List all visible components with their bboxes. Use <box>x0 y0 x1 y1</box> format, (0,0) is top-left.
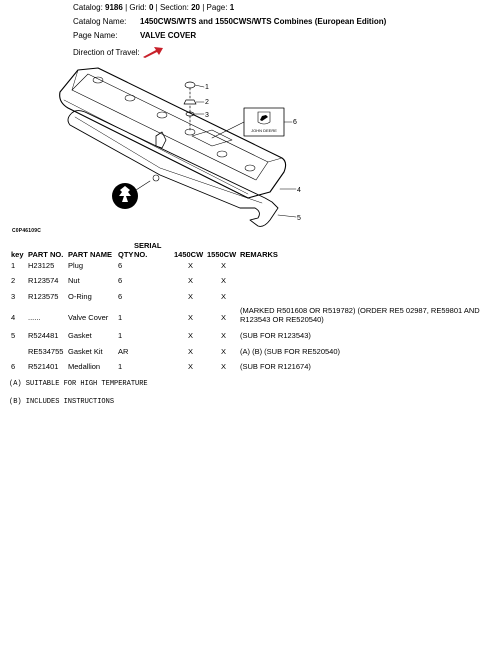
direction-label: Direction of Travel: <box>73 48 140 57</box>
page-name-line <box>73 31 196 41</box>
section-value: 20 <box>191 3 200 12</box>
parts-table-header <box>8 239 490 259</box>
header-serial: SERIAL NO. <box>134 241 162 259</box>
medallion-text: JOHN DEERE <box>251 128 277 133</box>
header-part-no: PART NO. <box>28 250 64 259</box>
plug-bosses <box>93 77 255 171</box>
header-1450cw: 1450CW <box>174 250 204 259</box>
page-name-label: Page Name: <box>73 31 118 40</box>
table-row: 4 ...... Valve Cover 1 X X (MARKED R501608 OR R519782) (ORDER RE5 02987, RE59801 AND R123543 OR RE520540) <box>11 306 480 325</box>
page-name-value: VALVE COVER <box>140 31 197 40</box>
note-b: (B) INCLUDES INSTRUCTIONS <box>9 398 115 406</box>
gasket-outline <box>68 111 278 227</box>
grid-label: Grid: <box>129 3 147 12</box>
parts-table <box>8 239 490 375</box>
header-remarks: REMARKS <box>240 250 278 259</box>
callout-5: 5 <box>297 215 301 222</box>
table-row: 5 R524481 Gasket 1 X X (SUB FOR R123543) <box>11 331 311 341</box>
table-row: 6 R521401 Medallion 1 X X (SUB FOR R121674) <box>11 361 311 371</box>
callout-2: 2 <box>205 99 209 106</box>
callout-1: 1 <box>205 84 209 91</box>
callout-4: 4 <box>297 187 301 194</box>
catalog-name-value: 1450CWS/WTS and 1550CWS/WTS Combines (European Edition) <box>140 17 387 26</box>
high-temperature-symbol-icon <box>112 183 138 209</box>
callout-6: 6 <box>293 119 297 126</box>
grid-value: 0 <box>148 3 154 12</box>
header-key: key <box>11 250 24 259</box>
valve-cover-outline <box>60 68 286 198</box>
catalog-name-label: Catalog Name: <box>73 17 127 26</box>
page-label: Page: <box>206 3 228 12</box>
table-row: 1 H23125 Plug 6 X X <box>11 261 226 270</box>
section-label: Section: <box>159 3 189 12</box>
catalog-label: Catalog: <box>73 3 103 12</box>
note-a: (A) SUITABLE FOR HIGH TEMPERATURE <box>9 380 148 388</box>
catalog-value: 9186 <box>105 3 123 12</box>
header-qty: QTY <box>118 250 134 259</box>
table-row: 2 R123574 Nut 6 X X <box>11 276 226 286</box>
header-1550cw: 1550CW <box>207 250 237 259</box>
figure-id: C0P46109C <box>12 228 42 234</box>
header-part-name: PART NAME <box>68 250 113 259</box>
direction-line <box>73 48 140 58</box>
john-deere-logo <box>251 112 277 133</box>
breather <box>156 132 166 148</box>
direction-arrow-icon <box>141 45 165 59</box>
valve-cover-diagram <box>0 60 320 240</box>
table-row: RE534755 Gasket Kit AR X X (A) (B) (SUB FOR RE520540) <box>28 346 341 356</box>
catalog-info-line: Catalog: 9186 | Grid: 0 | Section: 20 | Page: 1 <box>73 3 235 12</box>
page-value: 1 <box>229 3 235 12</box>
table-row: 3 R123575 O-Ring 6 X X <box>11 291 226 301</box>
callout-3: 3 <box>205 112 209 119</box>
catalog-name-line <box>73 17 386 27</box>
exploded-hardware <box>184 82 196 130</box>
